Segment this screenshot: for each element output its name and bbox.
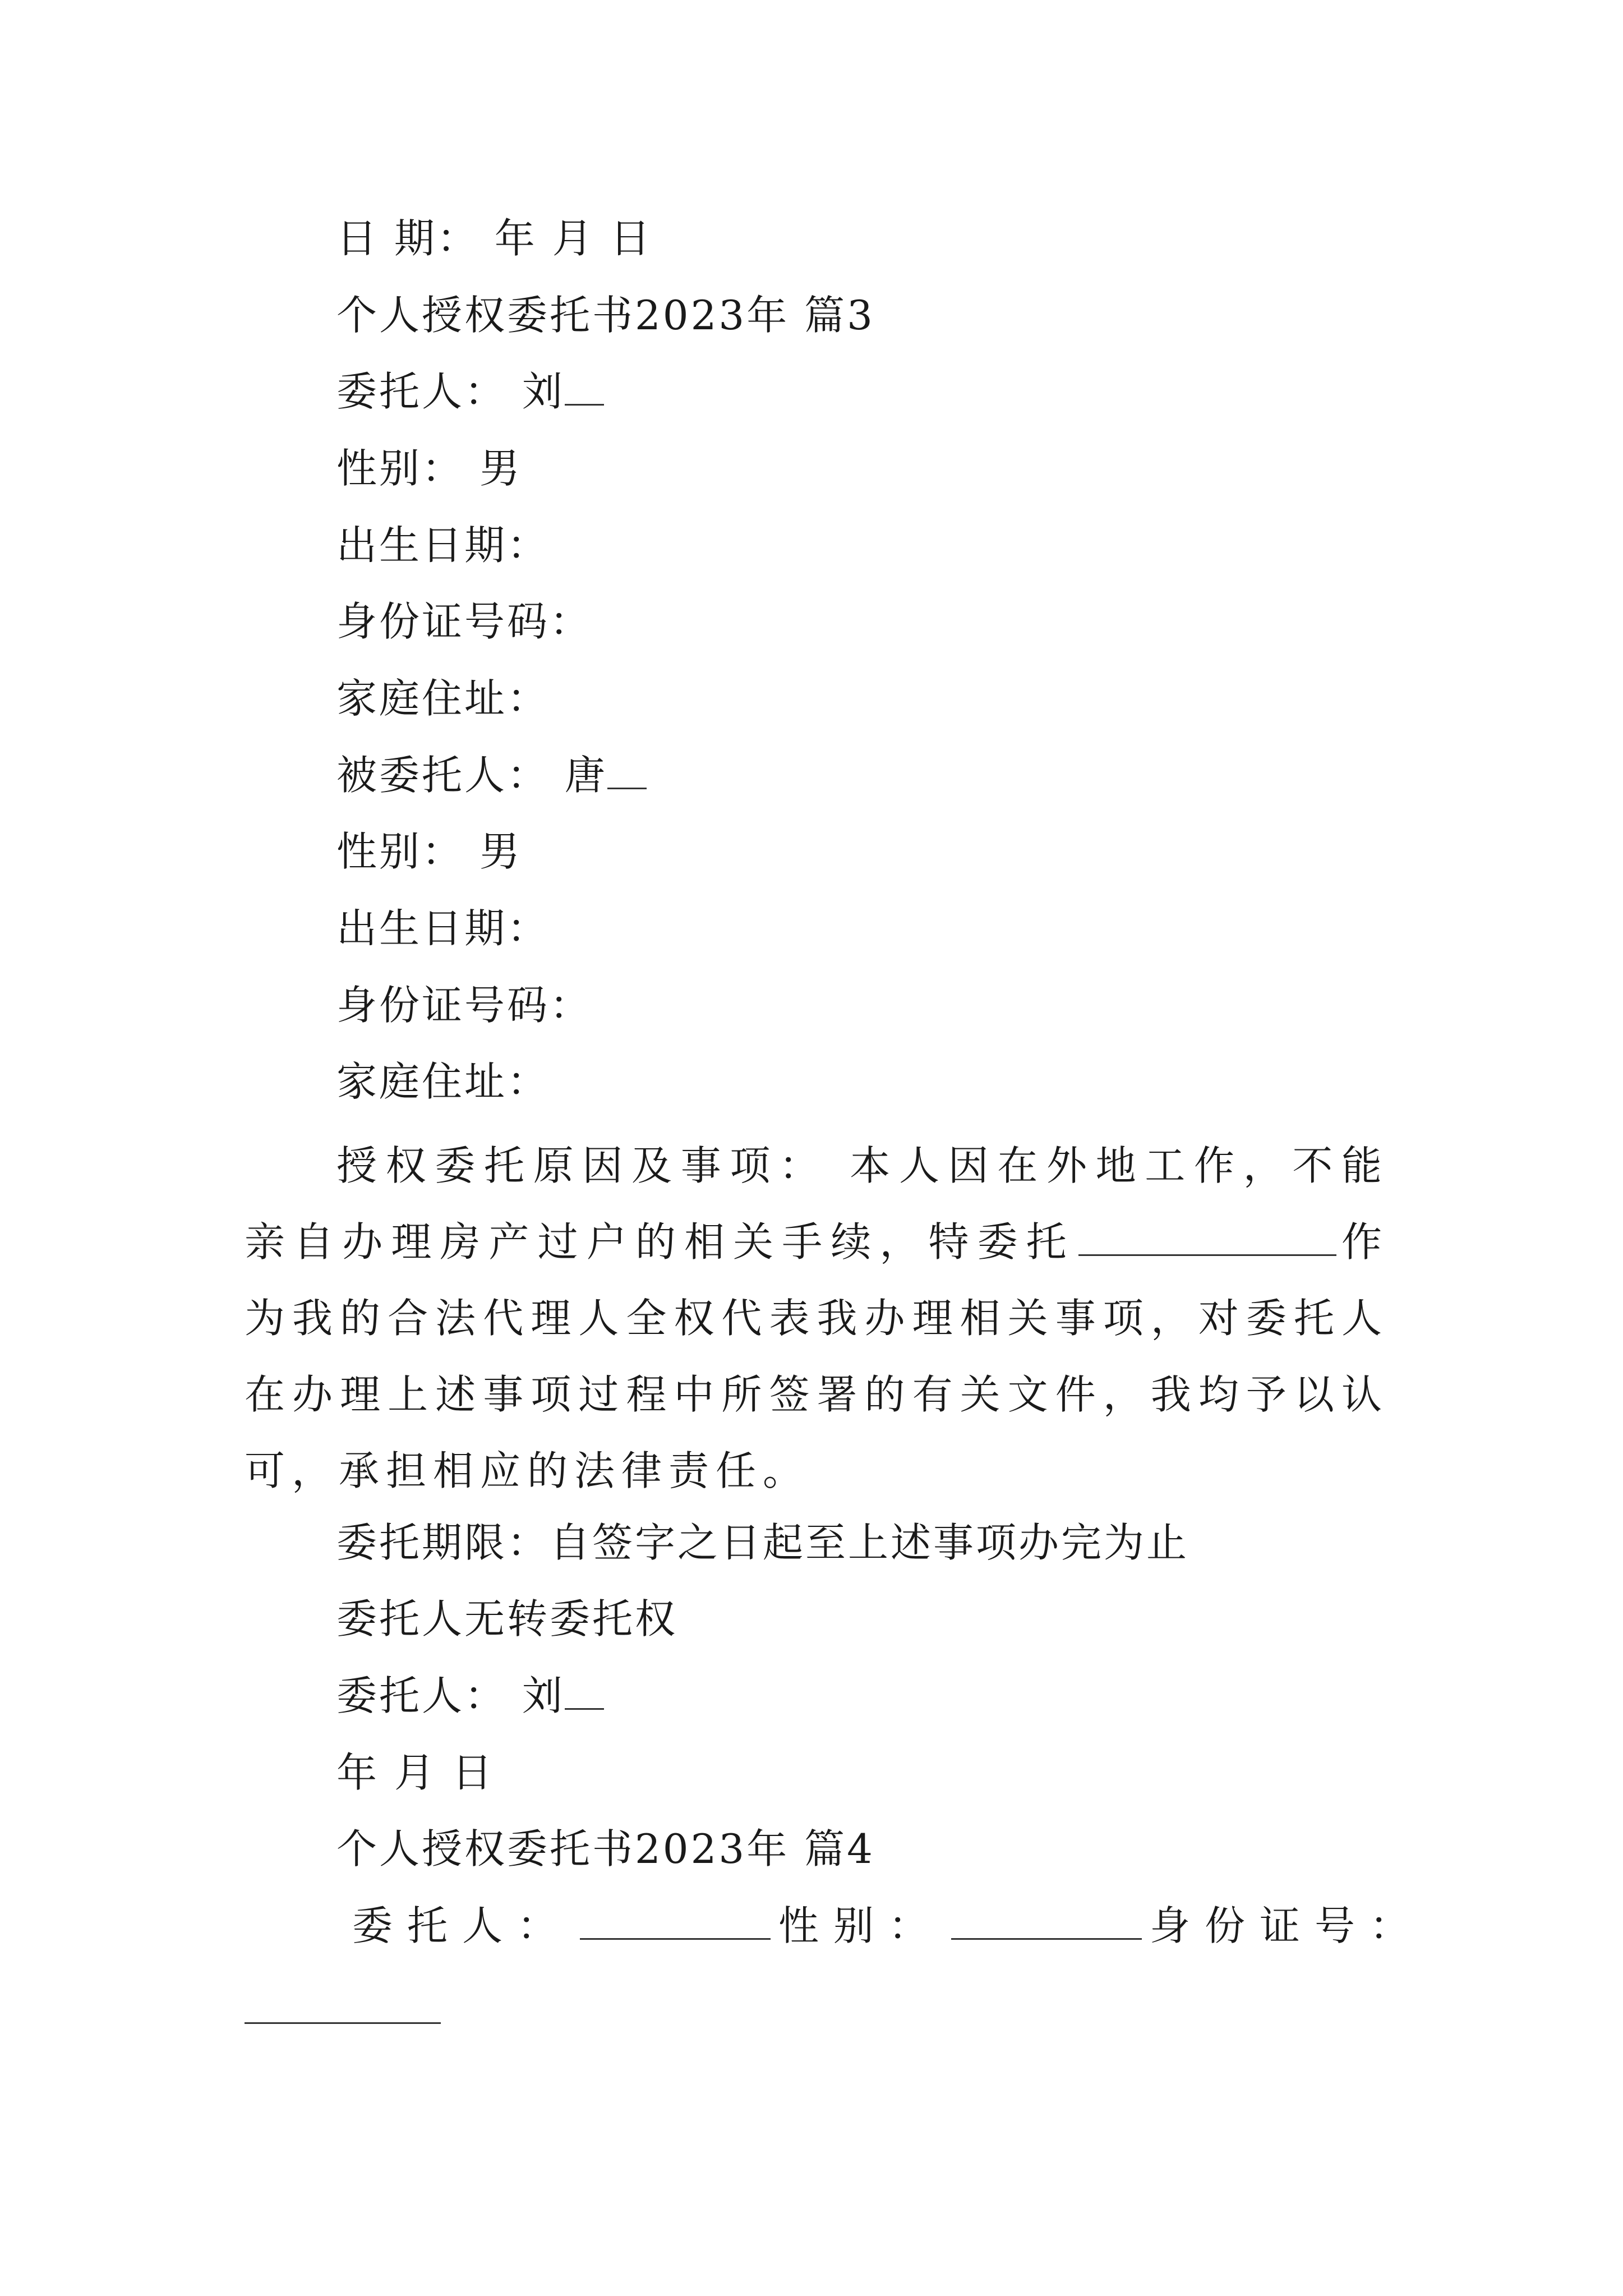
principal-birth-line bbox=[336, 517, 550, 573]
agent-address-line bbox=[336, 1053, 550, 1110]
agent-line-text: 被委托人： 唐 bbox=[336, 752, 607, 799]
principal-line-text: 委托人： 刘 bbox=[336, 368, 565, 415]
section-title-4-text: 个人授权委托书2023年 篇4 bbox=[336, 1825, 875, 1872]
agent-birth-line bbox=[336, 900, 550, 956]
field-principal-label: 委托人： bbox=[352, 1902, 573, 1949]
principal-name-blank bbox=[565, 398, 604, 406]
agent-birth-text: 出生日期： bbox=[336, 905, 550, 952]
field-principal-blank bbox=[580, 1932, 771, 1940]
reason-text-part2: 作为我的合法代理人全权代表我办理相关事项，对委托人在办理上述事项过程中所签署的有关文件，我均予以认可，承担相应的法律责任。 bbox=[245, 1218, 1389, 1494]
field-gender-label: 性别： bbox=[778, 1902, 944, 1949]
principal-id-text: 身份证号码： bbox=[336, 598, 593, 645]
agent-name-blank bbox=[607, 782, 647, 789]
field-gender-blank bbox=[951, 1932, 1142, 1940]
agent-gender-line bbox=[336, 823, 522, 880]
agent-gender-text: 性别： 男 bbox=[336, 828, 522, 875]
principal-sign-line bbox=[336, 1668, 604, 1724]
reason-paragraph bbox=[245, 1128, 1389, 1509]
agent-id-text: 身份证号码： bbox=[336, 982, 593, 1029]
principal-birth-text: 出生日期： bbox=[336, 522, 550, 569]
principal-line bbox=[336, 364, 604, 420]
principal-gender-text: 性别： 男 bbox=[336, 445, 522, 492]
date-line bbox=[336, 210, 653, 266]
principal-address-text: 家庭住址： bbox=[336, 675, 550, 722]
sign-date-line bbox=[336, 1745, 495, 1801]
term-line bbox=[336, 1515, 1189, 1571]
no-subdelegate-line bbox=[336, 1591, 677, 1647]
field-id-label: 身份证号： bbox=[1150, 1902, 1425, 1949]
term-text: 委托期限：自签字之日起至上述事项办完为止 bbox=[336, 1519, 1189, 1566]
field-id-blank bbox=[245, 2022, 441, 2024]
principal-sign-blank bbox=[565, 1703, 604, 1710]
date-line-text: 日 期： 年 月 日 bbox=[336, 215, 653, 262]
agent-line bbox=[336, 747, 647, 803]
principal-address-line bbox=[336, 670, 550, 726]
principal-gender-line bbox=[336, 440, 522, 496]
section-title-3-text: 个人授权委托书2023年 篇3 bbox=[336, 292, 875, 339]
fields-line bbox=[352, 1898, 1424, 1954]
agent-address-text: 家庭住址： bbox=[336, 1058, 550, 1105]
agent-id-line bbox=[336, 977, 592, 1033]
sign-date-text: 年 月 日 bbox=[336, 1749, 495, 1796]
reason-text-part1: 授权委托原因及事项： 本人因在外地工作，不能亲自办理房产过户的相关手续，特委托 bbox=[245, 1142, 1389, 1266]
principal-id-line bbox=[336, 593, 592, 650]
section-title-4 bbox=[336, 1821, 875, 1877]
agent-fill-blank bbox=[1078, 1249, 1336, 1256]
principal-sign-text: 委托人： 刘 bbox=[336, 1672, 565, 1719]
section-title-3 bbox=[336, 287, 875, 343]
no-subdelegate-text: 委托人无转委托权 bbox=[336, 1595, 678, 1642]
